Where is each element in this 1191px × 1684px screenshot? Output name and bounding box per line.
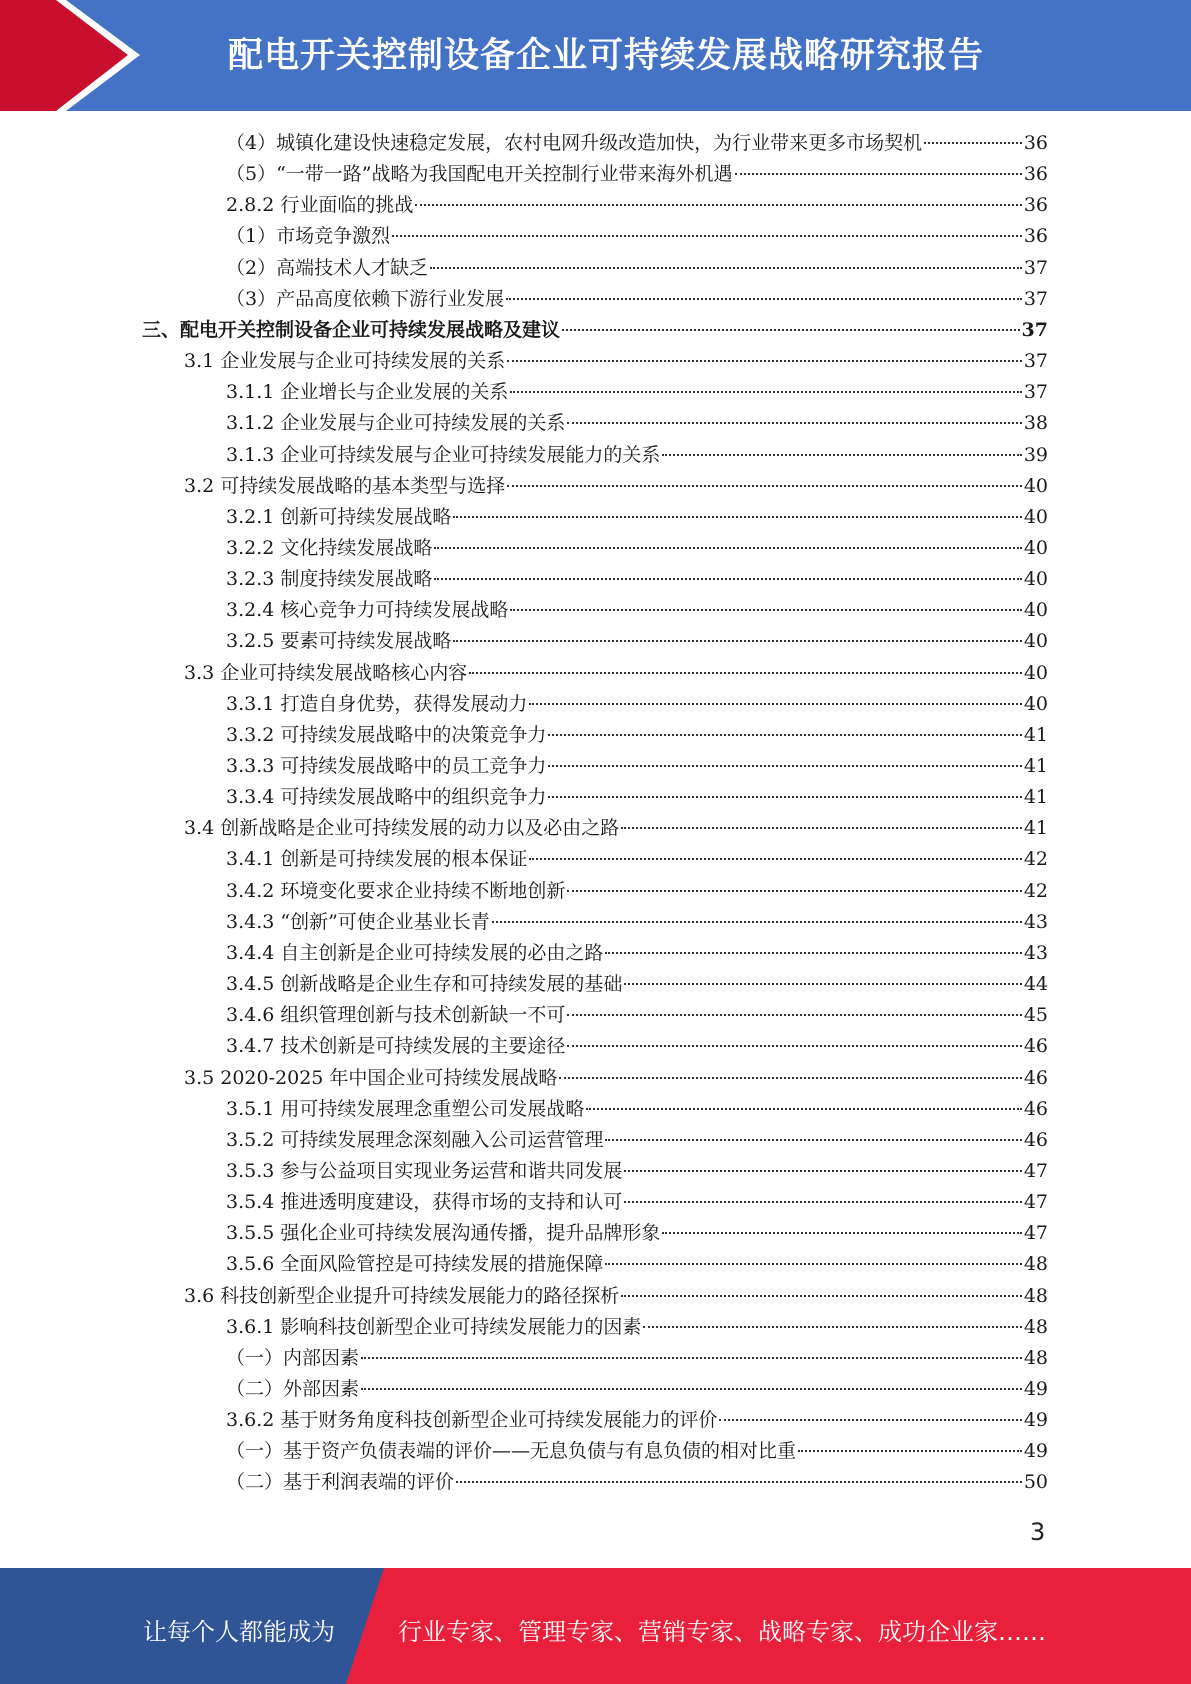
toc-entry-page: 41 (1023, 817, 1048, 840)
toc-entry-page: 46 (1023, 1128, 1048, 1151)
toc-entry-title: （一）内部因素 (226, 1346, 360, 1369)
toc-entry-title: 3.3.3 可持续发展战略中的员工竞争力 (226, 755, 547, 777)
toc-dot-leader (562, 328, 1020, 331)
toc-entry-page: 36 (1023, 225, 1048, 248)
toc-dot-leader (453, 515, 1021, 518)
toc-entry[interactable] (184, 471, 1048, 502)
toc-entry-title: 3.1 企业发展与企业可持续发展的关系 (184, 350, 506, 373)
toc-entry-page: 47 (1023, 1222, 1048, 1245)
toc-entry-title: 3.4.4 自主创新是企业可持续发展的必由之路 (226, 941, 604, 964)
footer-slogan-right: 行业专家、管理专家、营销专家、战略专家、成功企业家…… (398, 1618, 1046, 1646)
toc-dot-leader (559, 1076, 1021, 1079)
page-header (0, 0, 1191, 111)
toc-dot-leader (662, 1231, 1021, 1234)
toc-entry[interactable] (226, 844, 1048, 875)
toc-entry[interactable] (226, 440, 1048, 471)
toc-entry-page: 36 (1023, 132, 1048, 154)
toc-entry-title: 3.4.7 技术创新是可持续发展的主要途径 (226, 1035, 566, 1058)
toc-entry-page: 38 (1023, 412, 1048, 435)
toc-dot-leader (662, 453, 1021, 456)
toc-entry-page: 43 (1023, 941, 1048, 964)
toc-entry-page: 47 (1023, 1191, 1048, 1214)
toc-entry[interactable] (226, 720, 1048, 751)
toc-dot-leader (361, 1356, 1022, 1359)
toc-entry-title: 3.2.2 文化持续发展战略 (226, 536, 433, 559)
toc-dot-leader (529, 857, 1021, 860)
toc-entry-page: 41 (1023, 723, 1048, 746)
toc-entry[interactable] (226, 284, 1048, 315)
toc-dot-leader (469, 671, 1022, 674)
toc-dot-leader (621, 1294, 1022, 1297)
toc-dot-leader (392, 234, 1022, 237)
toc-entry[interactable] (226, 1312, 1048, 1343)
toc-entry-page: 48 (1023, 1346, 1048, 1369)
toc-entry-title: 3.5.3 参与公益项目实现业务运营和谐共同发展 (226, 1159, 623, 1182)
toc-dot-leader (567, 1044, 1021, 1047)
toc-entry[interactable] (226, 502, 1048, 533)
toc-dot-leader (434, 577, 1021, 580)
toc-entry[interactable] (226, 938, 1048, 969)
toc-entry-title: 3.5.6 全面风险管控是可持续发展的措施保障 (226, 1253, 604, 1276)
toc-entry-page: 46 (1023, 1097, 1048, 1120)
toc-entry-title: （1）市场竞争激烈 (226, 225, 391, 248)
page-number: 3 (1030, 1518, 1046, 1546)
toc-entry-title: （3）产品高度依赖下游行业发展 (226, 287, 505, 310)
toc-entry-page: 45 (1023, 1004, 1048, 1027)
toc-entry-page: 36 (1023, 163, 1048, 186)
toc-entry[interactable] (226, 533, 1048, 564)
toc-entry[interactable] (184, 1281, 1048, 1312)
toc-entry[interactable] (226, 907, 1048, 938)
toc-dot-leader (567, 421, 1021, 424)
toc-dot-leader (924, 141, 1022, 144)
toc-entry-title: 3.4.2 环境变化要求企业持续不断地创新 (226, 879, 566, 902)
toc-entry-title: 3.2 可持续发展战略的基本类型与选择 (184, 474, 506, 497)
toc-entry-title: 3.2.1 创新可持续发展战略 (226, 505, 452, 528)
toc-entry[interactable] (226, 1187, 1048, 1218)
toc-entry-title: 3.6.2 基于财务角度科技创新型企业可持续发展能力的评价 (226, 1409, 718, 1432)
toc-dot-leader (507, 359, 1022, 362)
page-footer (0, 1568, 1191, 1684)
toc-entry-title: 3.4.1 创新是可持续发展的根本保证 (226, 848, 528, 871)
toc-entry[interactable] (226, 1374, 1048, 1405)
toc-entry-title: （二）基于利润表端的评价 (226, 1471, 455, 1494)
toc-dot-leader (548, 795, 1021, 798)
toc-entry-title: 3.2.4 核心竞争力可持续发展战略 (226, 599, 509, 622)
toc-entry[interactable] (226, 751, 1048, 782)
toc-entry-page: 43 (1023, 910, 1048, 933)
toc-entry-title: 3.6 科技创新型企业提升可持续发展能力的路径探析 (184, 1284, 620, 1307)
toc-dot-leader (361, 1387, 1022, 1390)
toc-entry-title: 3.4.3 “创新”可使企业基业长青 (226, 910, 490, 933)
toc-entry[interactable] (226, 1094, 1048, 1125)
toc-dot-leader (567, 889, 1021, 892)
toc-entry-page: 40 (1023, 630, 1048, 653)
toc-entry-page: 49 (1023, 1409, 1048, 1432)
toc-entry[interactable] (226, 1249, 1048, 1280)
toc-entry[interactable] (226, 159, 1048, 190)
toc-entry[interactable] (226, 1343, 1048, 1374)
toc-entry[interactable] (226, 782, 1048, 813)
toc-dot-leader (605, 1262, 1021, 1265)
toc-entry[interactable] (184, 346, 1048, 377)
toc-dot-leader (492, 920, 1022, 923)
header-arrow-icon (0, 0, 260, 111)
toc-entry-page: 40 (1023, 568, 1048, 591)
toc-entry-page: 37 (1023, 287, 1048, 310)
toc-entry-title: 3.4.6 组织管理创新与技术创新缺一不可 (226, 1004, 566, 1027)
toc-entry-title: 3.5.5 强化企业可持续发展沟通传播，提升品牌形象 (226, 1222, 661, 1245)
toc-entry-page: 37 (1023, 350, 1048, 373)
toc-entry-title: 3.2.5 要素可持续发展战略 (226, 630, 452, 653)
toc-dot-leader (506, 297, 1022, 300)
toc-entry[interactable] (226, 626, 1048, 657)
toc-entry-title: （5）“一带一路”战略为我国配电开关控制行业带来海外机遇 (226, 163, 733, 186)
toc-entry-page: 39 (1023, 443, 1048, 466)
toc-dot-leader (510, 608, 1021, 611)
toc-entry-page: 46 (1023, 1035, 1048, 1058)
toc-entry-title: 3.1.3 企业可持续发展与企业可持续发展能力的关系 (226, 443, 661, 466)
toc-dot-leader (434, 546, 1021, 549)
toc-entry-title: （4）城镇化建设快速稳定发展，农村电网升级改造加快，为行业带来更多市场契机 (226, 132, 923, 154)
toc-entry[interactable] (226, 221, 1048, 252)
toc-entry[interactable] (226, 1405, 1048, 1436)
toc-entry-page: 42 (1023, 879, 1048, 902)
toc-entry-page: 49 (1023, 1378, 1048, 1400)
toc-dot-leader (507, 484, 1022, 487)
toc-entry-title: 3.3 企业可持续发展战略核心内容 (184, 661, 468, 684)
toc-dot-leader (624, 1169, 1021, 1172)
toc-dot-leader (643, 1325, 1021, 1328)
toc-entry-title: （二）外部因素 (226, 1378, 360, 1400)
toc-entry[interactable] (226, 564, 1048, 595)
toc-entry-title: 3.6.1 影响科技创新型企业可持续发展能力的因素 (226, 1315, 642, 1338)
document-title: 配电开关控制设备企业可持续发展战略研究报告 (228, 36, 985, 76)
toc-dot-leader (719, 1418, 1021, 1421)
toc-entry[interactable] (142, 315, 1048, 346)
toc-entry[interactable] (226, 1156, 1048, 1187)
toc-entry-title: （一）基于资产负债表端的评价——无息负债与有息负债的相对比重 (226, 1440, 797, 1463)
toc-entry-title: 3.3.1 打造自身优势，获得发展动力 (226, 692, 528, 715)
toc-entry-title: 3.5 2020-2025 年中国企业可持续发展战略 (184, 1066, 558, 1089)
toc-entry-page: 40 (1023, 505, 1048, 528)
toc-entry[interactable] (226, 408, 1048, 439)
toc-entry[interactable] (226, 1218, 1048, 1249)
toc-dot-leader (567, 1013, 1021, 1016)
toc-entry-title: 3.4 创新战略是企业可持续发展的动力以及必由之路 (184, 817, 620, 840)
toc-entry-page: 40 (1023, 536, 1048, 559)
toc-dot-leader (735, 172, 1022, 175)
toc-dot-leader (415, 203, 1021, 206)
toc-entry-page: 41 (1023, 755, 1048, 777)
toc-entry[interactable] (184, 1063, 1048, 1094)
toc-entry-title: 2.8.2 行业面临的挑战 (226, 194, 414, 217)
toc-entry-page: 37 (1023, 381, 1048, 404)
toc-entry-title: 3.3.4 可持续发展战略中的组织竞争力 (226, 786, 547, 809)
toc-dot-leader (798, 1449, 1022, 1452)
toc-entry-page: 40 (1023, 661, 1048, 684)
toc-entry[interactable] (226, 1031, 1048, 1062)
toc-entry-page: 40 (1023, 474, 1048, 497)
toc-entry-title: （2）高端技术人才缺乏 (226, 256, 429, 279)
toc-entry-page: 48 (1023, 1284, 1048, 1307)
toc-entry-title: 3.4.5 创新战略是企业生存和可持续发展的基础 (226, 973, 623, 996)
toc-entry-title: 3.5.2 可持续发展理念深刻融入公司运营管理 (226, 1128, 604, 1151)
toc-entry[interactable] (184, 658, 1048, 689)
toc-entry-page: 41 (1023, 786, 1048, 809)
toc-entry[interactable] (226, 969, 1048, 1000)
toc-entry-title: 3.3.2 可持续发展战略中的决策竞争力 (226, 723, 547, 746)
toc-entry-title: 3.2.3 制度持续发展战略 (226, 568, 433, 591)
toc-entry-page: 48 (1023, 1315, 1048, 1338)
toc-entry-title: 三、配电开关控制设备企业可持续发展战略及建议 (142, 318, 561, 341)
toc-dot-leader (510, 390, 1021, 393)
toc-entry-title: 3.1.1 企业增长与企业发展的关系 (226, 381, 509, 404)
toc-entry-page: 42 (1023, 848, 1048, 871)
toc-dot-leader (529, 702, 1021, 705)
toc-entry[interactable] (226, 377, 1048, 408)
toc-entry[interactable] (226, 1125, 1048, 1156)
toc-entry[interactable] (226, 1436, 1048, 1467)
toc-entry[interactable] (226, 595, 1048, 626)
toc-dot-leader (624, 1200, 1021, 1203)
toc-dot-leader (453, 639, 1021, 642)
toc-entry[interactable] (226, 689, 1048, 720)
toc-entry[interactable] (226, 253, 1048, 284)
toc-entry[interactable] (226, 1000, 1048, 1031)
toc-entry[interactable] (226, 128, 1048, 159)
toc-dot-leader (586, 1107, 1021, 1110)
toc-entry-title: 3.5.1 用可持续发展理念重塑公司发展战略 (226, 1097, 585, 1120)
toc-entry-title: 3.1.2 企业发展与企业可持续发展的关系 (226, 412, 566, 435)
toc-entry-page: 44 (1023, 973, 1048, 996)
toc-entry-page: 40 (1023, 692, 1048, 715)
toc-dot-leader (605, 951, 1021, 954)
toc-dot-leader (430, 266, 1022, 269)
toc-dot-leader (624, 982, 1021, 985)
toc-entry[interactable] (184, 813, 1048, 844)
toc-entry-page: 46 (1023, 1066, 1048, 1089)
toc-entry-title: 3.5.4 推进透明度建设，获得市场的支持和认可 (226, 1191, 623, 1214)
toc-entry-page: 36 (1023, 194, 1048, 217)
toc-entry-page: 37 (1023, 256, 1048, 279)
toc-entry[interactable] (226, 190, 1048, 221)
toc-dot-leader (548, 733, 1021, 736)
toc-dot-leader (548, 764, 1021, 767)
toc-dot-leader (456, 1480, 1022, 1483)
toc-entry-page: 48 (1023, 1253, 1048, 1276)
toc-entry-page: 40 (1023, 599, 1048, 622)
footer-slogan-left: 让每个人都能成为 (143, 1618, 335, 1646)
toc-entry-page: 49 (1023, 1440, 1048, 1463)
toc-entry[interactable] (226, 876, 1048, 907)
toc-entry-page: 37 (1021, 318, 1048, 341)
toc-dot-leader (621, 826, 1022, 829)
toc-entry[interactable] (226, 1467, 1048, 1498)
toc-dot-leader (605, 1138, 1021, 1141)
toc-entry-page: 47 (1023, 1159, 1048, 1182)
toc-entry-page: 50 (1023, 1471, 1048, 1494)
